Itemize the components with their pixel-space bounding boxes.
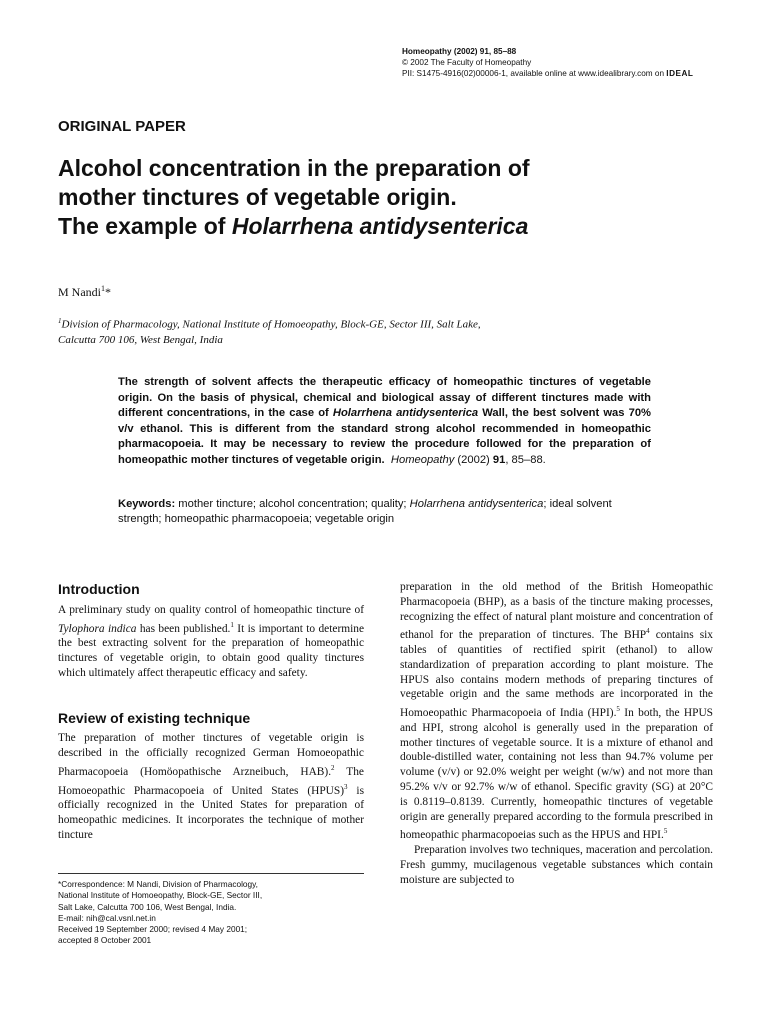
introduction-heading: Introduction xyxy=(58,581,140,597)
author: M Nandi$^1$* xyxy=(58,284,111,299)
review-heading: Review of existing technique xyxy=(58,709,251,726)
copyright-line: © 2002 The Faculty of Homeopathy xyxy=(402,58,532,67)
abstract: The strength of solvent affects the therapeutic efficacy of homeopathic tinctures of vegetable origin. On the basis of physical, chemical and biological assay of different tinctures made with different concentrations, in the case of Holarrhena antidysenterica Wall, the best solvent was 70% v/v ethanol. This is different from the standard strong alcohol recommended in homeopathic pharmacopoeia. It may be necessary to review the procedure followed for the preparation of homeopathic mother tinctures of vegetable origin. Homeopathy (2002) 91, 85–88. xyxy=(118,376,651,466)
review-paragraph: The preparation of mother tinctures of vegetable origin is described in the officially recognized German Homoeopathic Pharmacopoeia (Homöopathische Arzneibuch, HAB).$^2$ The Homoeopathic Pharmacopoeia of United States (HPUS)$^3$ is officially recognized in the United States for preparation of homeopathic medicines. It incorporates the technique of mother tincture xyxy=(58,732,364,841)
abstract-citation: Homeopathy (2002) 91, 85–88. xyxy=(390,453,546,466)
email-link[interactable]: E-mail: nih@cal.vsnl.net.in xyxy=(58,912,156,923)
journal-header xyxy=(402,46,732,79)
footnote-divider xyxy=(58,873,364,874)
correspondence-footnote: *Correspondence: M Nandi, Division of Pharmacology, National Institute of Homoeopathy, Block-GE, Sector III, Salt Lake, Calcutta 700 106, West Bengal, India. E-mail: nih@cal.vsnl.net.in Received 19 September 2000; revised 4 May 2001; accepted 8 October 2001 xyxy=(58,879,364,947)
pii-line: PII: S1475-4916(02)00006-1, available online at www.idealibrary.com on IDEAL xyxy=(402,69,694,78)
right-paragraph-2: Preparation involves two techniques, maceration and percolation. Fresh gummy, mucilagenous vegetable substances which contain moisture are subjected to xyxy=(400,843,713,886)
journal-citation-line: Homeopathy (2002) 91, 85–88 xyxy=(402,47,517,56)
right-paragraph-1: preparation in the old method of the British Homeopathic Pharmacopoeia (BHP), as a basis of the tincture making processes, recognizing the effect of natural plant moisture and concentration of ethanol for the preparation of tinctures. The BHP$^4$ contains six tables of quantities of rectified spirit (ethanol) to allow standardization of preparation according to plant moisture. The HPUS also contains modern methods of preparing tinctures of vegetable origin and the same methods are incorporated in the Homoeopathic Pharmacopoeia of India (HPI).$^5$ In both, the HPUS and HPI, strong alcohol is generally used in the preparation of mother tinctures of vegetable source. It is a mixture of ethanol and double-distilled water, containing not less than 94.7% volume per volume (v/v) or 92.0% weight per weight (w/w) and not more than 95.2% v/v or 92.7% w/w of ethanol. Specific gravity (SG) at 20°C is 0.8119–0.8139. Currently, homeopathic tinctures of vegetable origin are generally prepared according to the formula prescribed in homeopathic pharmacopoeias such as the HPUS and HPI.$^5$ xyxy=(400,581,714,842)
affiliation: $^1$Division of Pharmacology, National Institute of Homoeopathy, Block-GE, Sector III, Salt Lake, Calcutta 700 106, West Bengal, India xyxy=(58,317,481,346)
section-label: ORIGINAL PAPER xyxy=(58,118,186,135)
introduction-paragraph: A preliminary study on quality control of homeopathic tincture of Tylophora indica has been published.$^1$ It is important to determine the best extracting solvent for the preparation of homeopathic tinctures of vegetable origin, to obtain good quality tinctures which ultimately affect therapeutic efficacy and safety. xyxy=(58,603,365,679)
ideal-logo-icon: IDEAL xyxy=(666,69,694,78)
paper-title: Alcohol concentration in the preparation of mother tinctures of vegetable origin. The example of Holarrhena antidysenterica xyxy=(58,155,530,239)
right-column xyxy=(400,580,713,887)
keywords: Keywords: mother tincture; alcohol concentration; quality; Holarrhena antidysenterica; ideal solvent strength; homeopathic pharmacopoeia; vegetable origin xyxy=(118,498,612,525)
left-column xyxy=(58,582,364,843)
